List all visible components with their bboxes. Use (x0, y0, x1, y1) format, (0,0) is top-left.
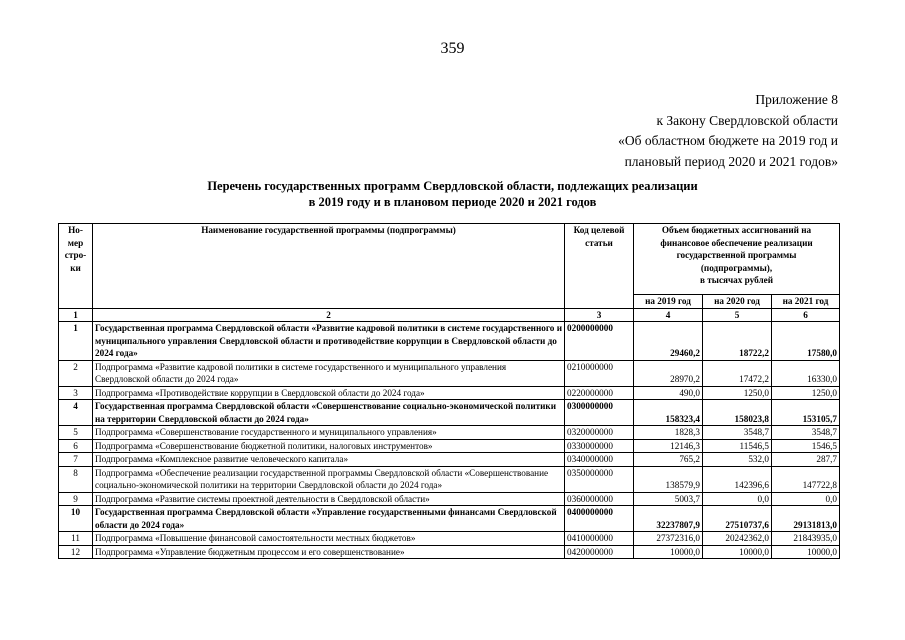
header-row-number: Но- мер стро- ки (59, 224, 93, 309)
amount-2021-cell: 3548,7 (772, 426, 840, 440)
column-number-row (59, 308, 840, 322)
column-number: 2 (93, 308, 565, 322)
programs-table (58, 223, 840, 559)
target-code-cell: 0400000000 (565, 506, 634, 532)
amount-2019-cell: 1828,3 (634, 426, 703, 440)
column-number: 1 (59, 308, 93, 322)
column-number: 6 (772, 308, 840, 322)
amount-2021-cell: 1250,0 (772, 386, 840, 400)
target-code-cell: 0320000000 (565, 426, 634, 440)
amount-2019-cell: 10000,0 (634, 545, 703, 559)
document-title (0, 178, 905, 210)
amount-2020-cell: 18722,2 (703, 322, 772, 361)
appendix-line: плановый период 2020 и 2021 годов» (624, 153, 838, 169)
page-number: 359 (440, 40, 465, 57)
table-row (59, 492, 840, 506)
target-code-cell: 0420000000 (565, 545, 634, 559)
program-name-cell: Подпрограмма «Развитие кадровой политики в системе государственного и муниципального управления Свердловской области до 2024 года» (93, 360, 565, 386)
program-name-cell: Подпрограмма «Противодействие коррупции в Свердловской области до 2024 года» (93, 386, 565, 400)
program-name-cell: Подпрограмма «Повышение финансовой самостоятельности местных бюджетов» (93, 532, 565, 546)
column-number: 4 (634, 308, 703, 322)
row-number-cell: 4 (59, 400, 93, 426)
table-row (59, 453, 840, 467)
program-name-cell: Государственная программа Свердловской области «Совершенствование социально-экономической политики на территории Свердловской области до 2024 года» (93, 400, 565, 426)
amount-2019-cell: 27372316,0 (634, 532, 703, 546)
row-number-cell: 9 (59, 492, 93, 506)
program-name-cell: Государственная программа Свердловской области «Управление государственными финансами Свердловской области до 2024 года» (93, 506, 565, 532)
amount-2020-cell: 158023,8 (703, 400, 772, 426)
table-row (59, 400, 840, 426)
target-code-cell: 0350000000 (565, 466, 634, 492)
row-number-cell: 8 (59, 466, 93, 492)
amount-2019-cell: 29460,2 (634, 322, 703, 361)
amount-2020-cell: 11546,5 (703, 439, 772, 453)
amount-2019-cell: 12146,3 (634, 439, 703, 453)
amount-2019-cell: 28970,2 (634, 360, 703, 386)
target-code-cell: 0360000000 (565, 492, 634, 506)
header-program-name: Наименование государственной программы (подпрограммы) (93, 224, 565, 309)
table-row (59, 532, 840, 546)
amount-2020-cell: 142396,6 (703, 466, 772, 492)
row-number-cell: 5 (59, 426, 93, 440)
table-row (59, 386, 840, 400)
appendix-line: Приложение 8 (755, 92, 838, 107)
target-code-cell: 0300000000 (565, 400, 634, 426)
amount-2020-cell: 0,0 (703, 492, 772, 506)
table-header-row (59, 224, 840, 295)
amount-2021-cell: 17580,0 (772, 322, 840, 361)
amount-2020-cell: 27510737,6 (703, 506, 772, 532)
amount-2019-cell: 138579,9 (634, 466, 703, 492)
program-name-cell: Подпрограмма «Обеспечение реализации государственной программы Свердловской области «Совершенствование социально-экономической политики на территории Свердловской области до 2024 года» (93, 466, 565, 492)
row-number-cell: 10 (59, 506, 93, 532)
amount-2021-cell: 0,0 (772, 492, 840, 506)
header-year-2021: на 2021 год (772, 295, 840, 309)
table-row (59, 466, 840, 492)
title-line: Перечень государственных программ Свердловской области, подлежащих реализации (207, 179, 698, 193)
row-number-cell: 7 (59, 453, 93, 467)
program-name-cell: Подпрограмма «Совершенствование бюджетной политики, налоговых инструментов» (93, 439, 565, 453)
amount-2019-cell: 32237807,9 (634, 506, 703, 532)
row-number-cell: 11 (59, 532, 93, 546)
row-number-cell: 3 (59, 386, 93, 400)
amount-2021-cell: 147722,8 (772, 466, 840, 492)
amount-2019-cell: 158323,4 (634, 400, 703, 426)
amount-2021-cell: 16330,0 (772, 360, 840, 386)
title-line: в 2019 году и в плановом периоде 2020 и 2021 годов (308, 195, 597, 209)
row-number-cell: 1 (59, 322, 93, 361)
amount-2021-cell: 1546,5 (772, 439, 840, 453)
program-name-cell: Подпрограмма «Развитие системы проектной деятельности в Свердловской области» (93, 492, 565, 506)
appendix-block (618, 90, 838, 172)
amount-2019-cell: 490,0 (634, 386, 703, 400)
table-row (59, 360, 840, 386)
target-code-cell: 0220000000 (565, 386, 634, 400)
table-row (59, 506, 840, 532)
appendix-line: «Об областном бюджете на 2019 год и (618, 133, 838, 148)
header-target-code: Код целевой статьи (565, 224, 634, 309)
amount-2021-cell: 21843935,0 (772, 532, 840, 546)
target-code-cell: 0410000000 (565, 532, 634, 546)
header-year-2019: на 2019 год (634, 295, 703, 309)
amount-2019-cell: 5003,7 (634, 492, 703, 506)
table-row (59, 426, 840, 440)
row-number-cell: 12 (59, 545, 93, 559)
appendix-line: к Закону Свердловской области (656, 112, 838, 128)
amount-2020-cell: 17472,2 (703, 360, 772, 386)
row-number-cell: 2 (59, 360, 93, 386)
program-name-cell: Подпрограмма «Совершенствование государственного и муниципального управления» (93, 426, 565, 440)
target-code-cell: 0330000000 (565, 439, 634, 453)
amount-2020-cell: 1250,0 (703, 386, 772, 400)
amount-2020-cell: 10000,0 (703, 545, 772, 559)
header-year-2020: на 2020 год (703, 295, 772, 309)
column-number: 5 (703, 308, 772, 322)
amount-2021-cell: 153105,7 (772, 400, 840, 426)
target-code-cell: 0210000000 (565, 360, 634, 386)
program-name-cell: Подпрограмма «Управление бюджетным процессом и его совершенствование» (93, 545, 565, 559)
amount-2021-cell: 29131813,0 (772, 506, 840, 532)
program-name-cell: Подпрограмма «Комплексное развитие человеческого капитала» (93, 453, 565, 467)
amount-2019-cell: 765,2 (634, 453, 703, 467)
table-row (59, 439, 840, 453)
amount-2020-cell: 532,0 (703, 453, 772, 467)
amount-2020-cell: 20242362,0 (703, 532, 772, 546)
column-number: 3 (565, 308, 634, 322)
amount-2021-cell: 10000,0 (772, 545, 840, 559)
amount-2021-cell: 287,7 (772, 453, 840, 467)
header-budget-amount: Объем бюджетных ассигнований на финансовое обеспечение реализации государственной программы (подпрограммы), в тысячах рублей (634, 224, 840, 295)
target-code-cell: 0340000000 (565, 453, 634, 467)
program-name-cell: Государственная программа Свердловской области «Развитие кадровой политики в системе государственного и муниципального управления Свердловской области и противодействие коррупции в Свердловской области до 2024 года» (93, 322, 565, 361)
table-row (59, 545, 840, 559)
amount-2020-cell: 3548,7 (703, 426, 772, 440)
target-code-cell: 0200000000 (565, 322, 634, 361)
row-number-cell: 6 (59, 439, 93, 453)
table-row (59, 322, 840, 361)
